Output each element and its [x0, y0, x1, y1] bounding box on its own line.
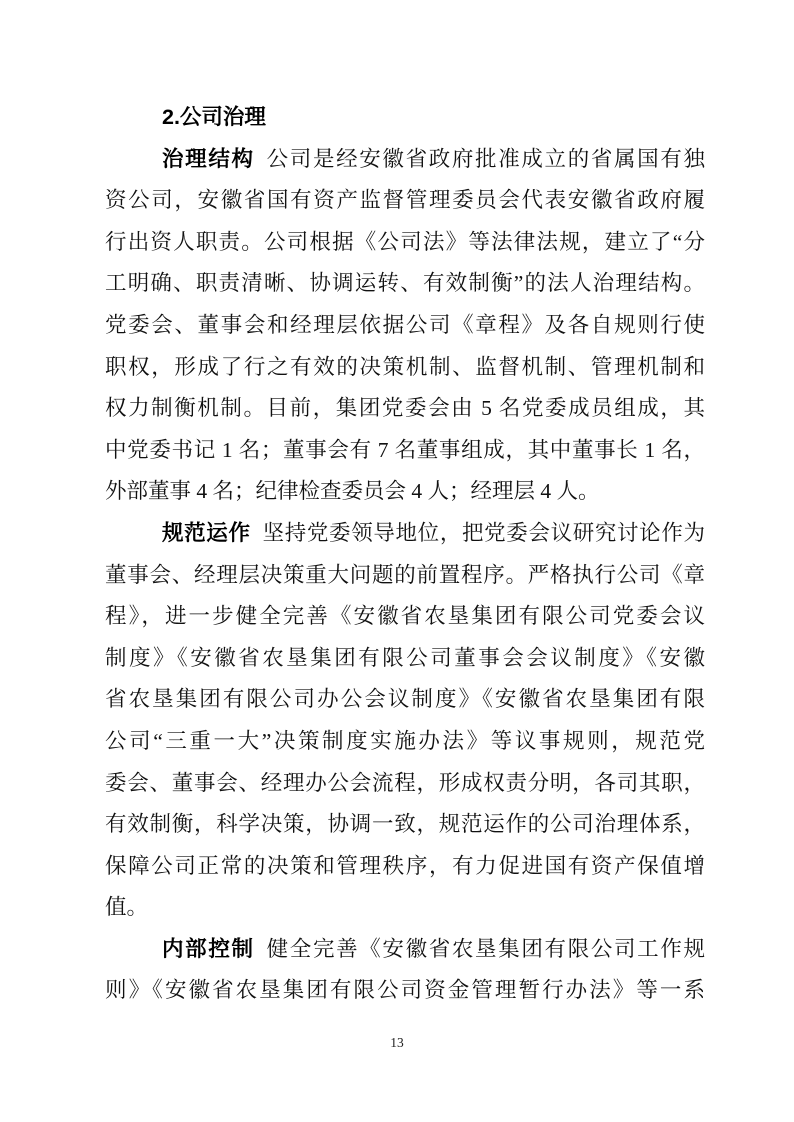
body-line: 工明确、职责清晰、协调运转、有效制衡”的法人治理结构。 [105, 271, 705, 296]
paragraph-lead: 治理结构 [162, 146, 255, 171]
body-line: 规范运作 坚持党委领导地位，把党委会议研究讨论作为 [162, 520, 705, 545]
body-line: 党委会、董事会和经理层依据公司《章程》及各自规则行使 [105, 312, 705, 337]
section-heading: 2.公司治理 [162, 105, 266, 129]
body-line: 程》，进一步健全完善《安徽省农垦集团有限公司党委会议 [105, 604, 705, 629]
body-line: 值。 [105, 895, 149, 920]
body-line: 省农垦集团有限公司办公会议制度》《安徽省农垦集团有限 [105, 687, 705, 712]
body-line: 内部控制 健全完善《安徽省农垦集团有限公司工作规 [162, 936, 705, 961]
body-line: 职权，形成了行之有效的决策机制、监督机制、管理机制和 [105, 354, 705, 379]
body-line: 委会、董事会、经理办公会流程，形成权责分明，各司其职， [105, 770, 705, 795]
document-body [105, 97, 705, 1012]
body-line: 董事会、经理层决策重大问题的前置程序。严格执行公司《章 [105, 562, 705, 587]
body-line: 则》《安徽省农垦集团有限公司资金管理暂行办法》等一系 [105, 978, 705, 1003]
body-line: 资公司，安徽省国有资产监督管理委员会代表安徽省政府履 [105, 188, 705, 213]
body-line: 保障公司正常的决策和管理秩序，有力促进国有资产保值增 [105, 853, 705, 878]
body-line: 中党委书记 1 名；董事会有 7 名董事组成，其中董事长 1 名， [105, 437, 705, 462]
body-line: 权力制衡机制。目前，集团党委会由 5 名党委成员组成，其 [105, 396, 705, 421]
paragraphs-container [105, 139, 705, 1012]
body-line: 行出资人职责。公司根据《公司法》等法律法规，建立了“分 [105, 229, 705, 254]
body-line: 外部董事 4 名；纪律检查委员会 4 人；经理层 4 人。 [105, 479, 600, 504]
page-number: 13 [390, 1035, 404, 1050]
paragraph-lead: 内部控制 [162, 936, 255, 961]
body-line: 治理结构 公司是经安徽省政府批准成立的省属国有独 [162, 146, 705, 171]
body-line: 制度》《安徽省农垦集团有限公司董事会会议制度》《安徽 [105, 645, 705, 670]
body-line: 公司“三重一大”决策制度实施办法》等议事规则，规范党 [105, 728, 705, 753]
paragraph-lead: 规范运作 [162, 520, 251, 545]
body-line: 有效制衡，科学决策，协调一致，规范运作的公司治理体系， [105, 812, 705, 837]
